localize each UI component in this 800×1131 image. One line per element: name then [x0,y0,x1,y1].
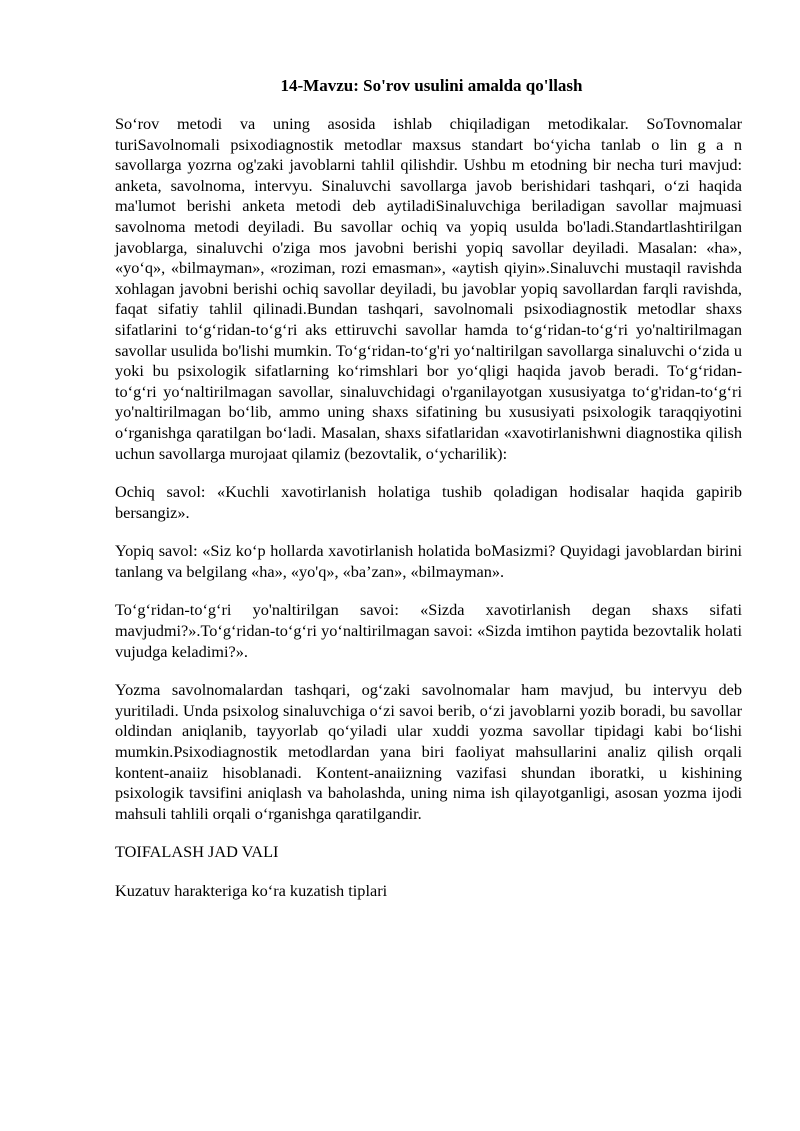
document-page [115,74,742,920]
section-heading-table: TOIFALASH JAD VALI [115,842,279,862]
section-heading-observation-types: Kuzatuv harakteriga ko‘ra kuzatish tiplari [115,881,388,900]
paragraph-survey-method: So‘rov metodi va uning asosida ishlab chiqiladigan metodikalar. SoTovnomalar turiSavolnomali psixodiagnostik metodlar maxsus standart bo‘yicha tanlab o lin g a n savollarga yozrna og'zaki javoblarni tahlil qilishdir. Ushbu m etodning bir necha turi mavjud: anketa, savolnoma, intervyu. Sinaluvchi savollarga javob berishidari tashqari, o‘zi haqida ma'lumot berishi anketa metodi deb aytiladiSinaluvchiga beriladigan savollar majmuasi savolnoma metodi deyiladi. Bu savollar ochiq va yopiq usulda bo'ladi.Standartlashtirilgan javoblarga, sinaluvchi o'ziga mos javobni berishi yopiq savollar deyiladi. Masalan: «ha», «yo‘q», «bilmayman», «roziman, rozi emasman», «aytish qiyin».Sinaluvchi mustaqil ravishda xohlagan javobni berishi ochiq savollar deyiladi, bu javoblar yopiq savollardan farqli ravishda, faqat sifatiy tahlil qilinadi.Bundan tashqari, savolnomali psixodiagnostik metodlar shaxs sifatlarini to‘g‘ridan-to‘g‘ri aks ettiruvchi savollar hamda to‘g‘ridan-to‘g‘ri yo'naltirilmagan savollar usulida bo'lishi mumkin. To‘g‘ridan-to‘g'ri yo‘naltirilgan savollarga sinaluvchi o‘zida u yoki bu psixologik sifatlarning ko‘rimshlari bor yo‘qligi haqida javob beradi. To‘g‘ridan- to‘g‘ri yo‘naltirilmagan savollar, sinaluvchidagi o'rganilayotgan xususiyatga to‘g'ridan-to‘g‘ri yo'naltirilmagan bo‘lib, ammo uning shaxs sifatining bu xususiyati psixologik taraqqiyotini o‘rganishga qaratilgan bo‘ladi. Masalan, shaxs sifatlaridan «xavotirlanishwni diagnostika qilish uchun savollarga murojaat qilamiz (bezovtalik, o‘ycharilik): [115,114,742,463]
paragraph-oral-interview: Yozma savolnomalardan tashqari, og‘zaki savolnomalar ham mavjud, bu intervyu deb yuritiladi. Unda psixolog sinaluvchiga o‘zi savoi berib, o‘zi javoblarni yozib boradi, bu savollar oldindan aniqlanib, tayyorlab qo‘yiladi ular xuddi yozma savollar tipidagi kabi bo‘lishi mumkin.Psixodiagnostik metodlardan yana biri faoliyat mahsullarini analiz qilish orqali kontent-anaiiz hisoblanadi. Kontent-anaiizning vazifasi shundan iboratki, u kishining psixologik tavsifini aniqlash va baholashda, uning nima ish qilayotganligi, asosan yozma ijodi mahsuli tahlili orqali o‘rganishga qaratilgandir. [115,680,742,823]
paragraph-direct-question: To‘g‘ridan-to‘g‘ri yo'naltirilgan savoi: «Sizda xavotirlanish degan shaxs sifati mavjudmi?».To‘g‘ridan-to‘g‘ri yo‘naltirilmagan savoi: «Sizda imtihon paytida bezovtalik holati vujudga keladimi?». [115,600,742,661]
paragraph-open-question: Ochiq savol: «Kuchli xavotirlanish holatiga tushib qoladigan hodisalar haqida gapirib bersangiz». [115,482,742,522]
document-title: 14-Mavzu: So'rov usulini amalda qo'llash [280,76,583,95]
paragraph-closed-question: Yopiq savol: «Siz ko‘p hollarda xavotirlanish holatida boMasizmi? Quyidagi javoblardan birini tanlang va belgilang «ha», «yo'q», «ba’zan», «bilmayman». [115,541,742,581]
